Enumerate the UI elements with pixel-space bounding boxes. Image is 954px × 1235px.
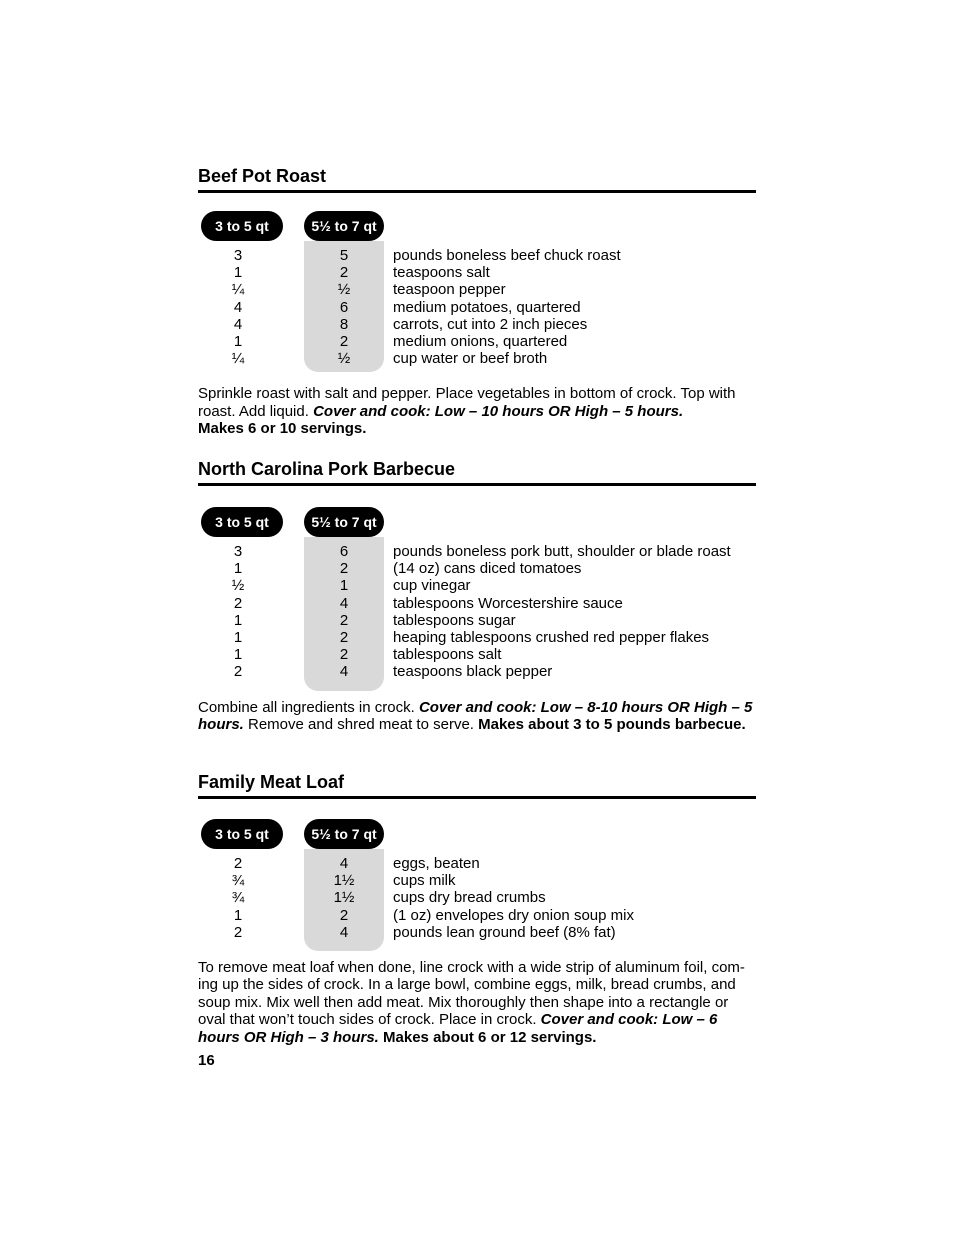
qty-large: 2 [339, 264, 349, 282]
ingredient-text: pounds boneless beef chuck roast [393, 247, 621, 264]
ingredient-text: cups milk [393, 872, 456, 890]
ingredient-text: cups dry bread crumbs [393, 889, 546, 907]
ingredient-text: cup vinegar [393, 577, 471, 595]
ingredient-text: tablespoons salt [393, 646, 502, 664]
recipe-pork-barbecue [198, 458, 756, 734]
ingredient-row [198, 663, 756, 680]
size-large-badge: 5½ to 7 qt [304, 507, 384, 537]
instructions-text-2: Remove and shred meat to serve. [243, 716, 479, 733]
ingredient-list [198, 855, 756, 941]
ingredient-row [198, 924, 756, 941]
cook-times: Cover and cook: Low – 6 hours OR High – 3 hours. [198, 1011, 718, 1046]
qty-large: ½ [337, 281, 351, 299]
qty-small: 1 [233, 560, 243, 578]
ingredient-row [198, 350, 756, 367]
qty-small: 2 [233, 923, 243, 941]
qty-large: 2 [339, 628, 349, 646]
ingredient-row [198, 646, 756, 663]
ingredient-text: medium potatoes, quartered [393, 298, 581, 316]
ingredient-text: pounds lean ground beef (8% fat) [393, 923, 616, 941]
size-small-badge: 3 to 5 qt [201, 507, 283, 537]
ingredient-row [198, 247, 756, 264]
ingredient-row [198, 299, 756, 316]
ingredient-text: cup water or beef broth [393, 350, 548, 368]
recipe-beef-pot-roast [198, 165, 756, 438]
crock-size-headers [198, 507, 756, 537]
qty-small: 1 [233, 332, 243, 350]
size-small-badge: 3 to 5 qt [201, 819, 283, 849]
ingredient-text: (14 oz) cans diced tomatoes [393, 560, 582, 578]
qty-small: 1 [233, 628, 243, 646]
servings: Makes about 3 to 5 pounds barbecue. [478, 716, 746, 733]
ingredient-row [198, 577, 756, 594]
recipe-instructions [198, 385, 756, 438]
cook-times: Cover and cook: Low – 10 hours OR High – 5 hours. [313, 402, 684, 420]
recipe-instructions [198, 699, 756, 734]
qty-small: ½ [231, 577, 245, 595]
instructions-text: Sprinkle roast with salt and pepper. Place vegetables in bottom of crock. Top with roast. Add liquid. [198, 385, 736, 420]
qty-large: 6 [339, 298, 349, 316]
qty-large: 2 [339, 611, 349, 629]
qty-large: 4 [339, 923, 349, 941]
crock-size-headers [198, 819, 756, 849]
qty-large: 4 [339, 594, 349, 612]
ingredient-row [198, 333, 756, 350]
qty-large: 8 [339, 315, 349, 333]
qty-large: 2 [339, 906, 349, 924]
ingredient-row [198, 316, 756, 333]
ingredient-text: teaspoons black pepper [393, 663, 553, 681]
ingredient-row [198, 889, 756, 906]
qty-large: 4 [339, 663, 349, 681]
recipe-title: Family Meat Loaf [198, 771, 756, 799]
ingredient-list [198, 247, 756, 367]
recipe-family-meat-loaf [198, 771, 756, 1046]
ingredient-list [198, 543, 756, 681]
ingredient-row [198, 907, 756, 924]
ingredient-row [198, 281, 756, 298]
ingredient-text: tablespoons sugar [393, 611, 516, 629]
servings: Makes 6 or 10 servings. [198, 420, 367, 438]
qty-large: 2 [339, 560, 349, 578]
ingredient-row [198, 264, 756, 281]
ingredient-row [198, 629, 756, 646]
page-number: 16 [198, 1052, 215, 1069]
size-large-badge: 5½ to 7 qt [304, 211, 384, 241]
ingredient-text: carrots, cut into 2 inch pieces [393, 315, 588, 333]
ingredient-text: medium onions, quartered [393, 332, 568, 350]
instructions-text: Combine all ingredients in crock. [198, 698, 419, 716]
cook-times: Cover and cook: Low – 8-10 hours OR High – 5 hours. [198, 698, 753, 733]
crock-size-headers [198, 211, 756, 241]
recipe-instructions [198, 959, 756, 1047]
qty-large: 5 [339, 247, 349, 264]
qty-large: 2 [339, 646, 349, 664]
ingredient-text: tablespoons Worcestershire sauce [393, 594, 623, 612]
ingredient-row [198, 543, 756, 560]
qty-small: ¾ [231, 872, 245, 890]
qty-small: 1 [233, 906, 243, 924]
qty-large: 4 [339, 855, 349, 872]
recipe-title: North Carolina Pork Barbecue [198, 458, 756, 486]
ingredient-text: heaping tablespoons crushed red pepper flakes [393, 628, 710, 646]
size-small-badge: 3 to 5 qt [201, 211, 283, 241]
size-large-badge: 5½ to 7 qt [304, 819, 384, 849]
qty-small: 1 [233, 264, 243, 282]
qty-small: 2 [233, 855, 243, 872]
qty-large: 1 [339, 577, 349, 595]
qty-large: ½ [337, 350, 351, 368]
qty-small: ¼ [231, 281, 245, 299]
qty-small: 3 [233, 247, 243, 264]
qty-small: 4 [233, 298, 243, 316]
qty-small: 4 [233, 315, 243, 333]
qty-large: 6 [339, 543, 349, 560]
servings: Makes about 6 or 12 servings. [383, 1028, 597, 1046]
qty-small: 1 [233, 611, 243, 629]
qty-small: 2 [233, 594, 243, 612]
ingredient-text: pounds boneless pork butt, shoulder or blade roast [393, 543, 731, 560]
ingredient-text: eggs, beaten [393, 855, 480, 872]
recipe-title: Beef Pot Roast [198, 165, 756, 193]
qty-small: ¾ [231, 889, 245, 907]
qty-small: 2 [233, 663, 243, 681]
ingredient-row [198, 612, 756, 629]
qty-large: 1½ [333, 872, 355, 890]
ingredient-text: (1 oz) envelopes dry onion soup mix [393, 906, 634, 924]
ingredient-row [198, 560, 756, 577]
qty-large: 2 [339, 332, 349, 350]
qty-large: 1½ [333, 889, 355, 907]
qty-small: ¼ [231, 350, 245, 368]
ingredient-row [198, 872, 756, 889]
qty-small: 3 [233, 543, 243, 560]
ingredient-text: teaspoons salt [393, 264, 490, 282]
ingredient-text: teaspoon pepper [393, 281, 506, 299]
ingredient-row [198, 855, 756, 872]
instructions-text: To remove meat loaf when done, line crock with a wide strip of aluminum foil, com-ing up the sides of crock. In a large bowl, combine eggs, milk, bread crumbs, and soup mix. Mix well then add meat. Mix thoroughly then shape into a rectangle or oval that won’t touch sides of crock. Place in crock. [198, 958, 745, 1029]
ingredient-row [198, 595, 756, 612]
qty-small: 1 [233, 646, 243, 664]
